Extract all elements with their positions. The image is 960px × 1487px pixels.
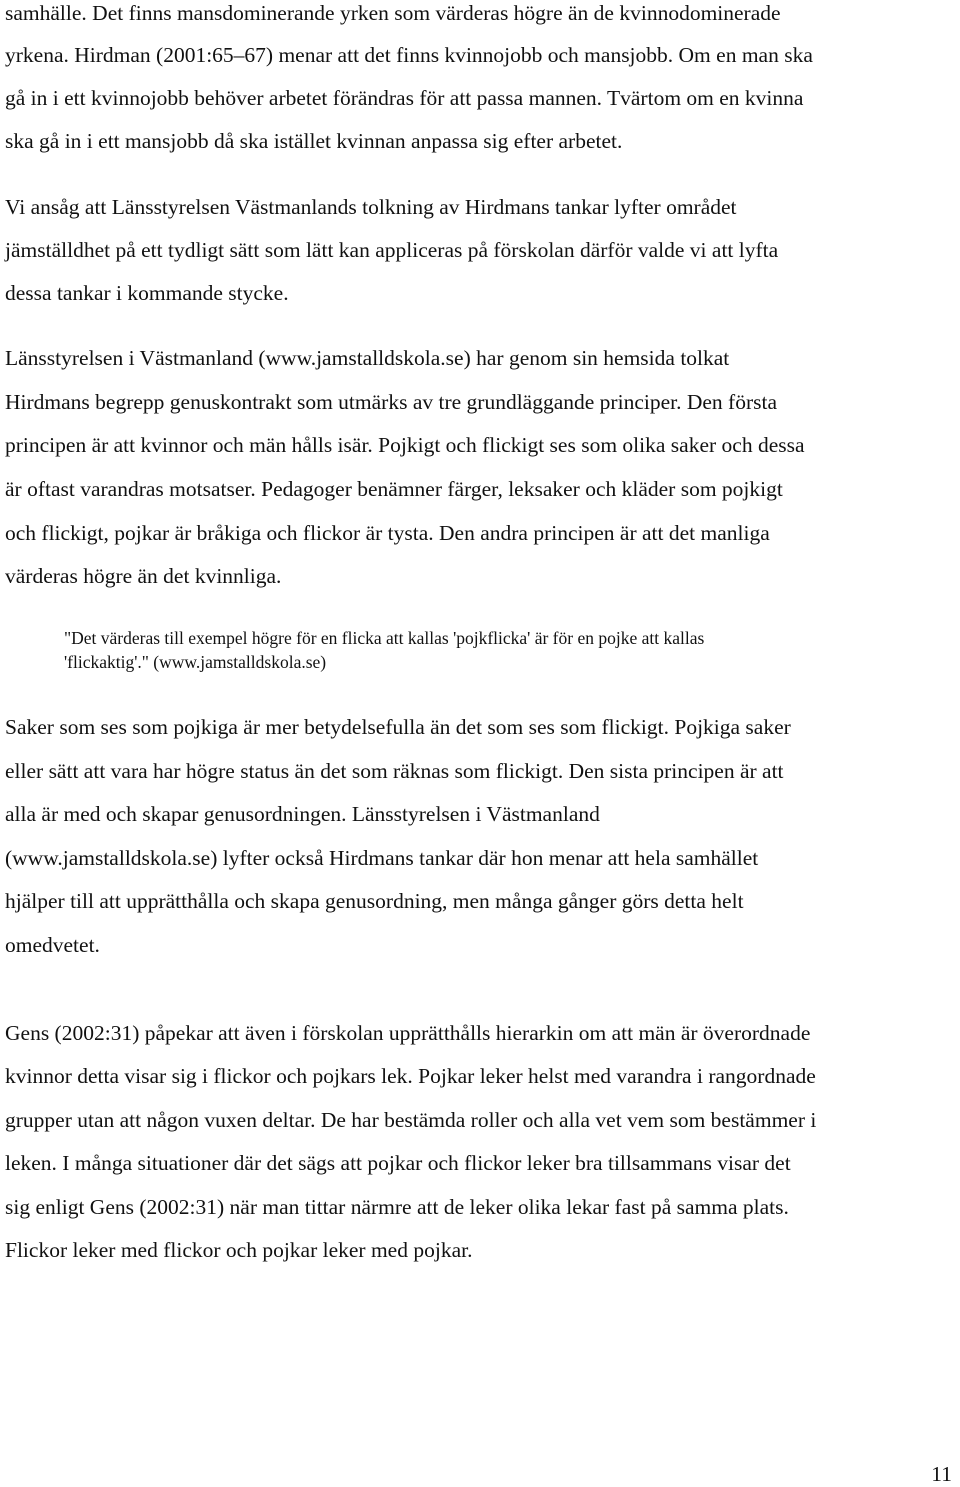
paragraph-4-line-1: Saker som ses som pojkiga är mer betydelsefulla än det som ses som flickigt. Pojkiga saker: [5, 715, 791, 739]
paragraph-4-line-6: omedvetet.: [5, 933, 100, 957]
paragraph-5-line-3: grupper utan att någon vuxen deltar. De har bestämda roller och alla vet vem som bestämmer i: [5, 1108, 817, 1132]
paragraph-4-line-2: eller sätt att vara har högre status än det som räknas som flickigt. Den sista principen är att: [5, 759, 784, 783]
paragraph-2-line-1: Vi ansåg att Länsstyrelsen Västmanlands tolkning av Hirdmans tankar lyfter området: [5, 195, 737, 219]
paragraph-2-line-3: dessa tankar i kommande stycke.: [5, 281, 289, 305]
paragraph-3-line-3: principen är att kvinnor och män hålls isär. Pojkigt och flickigt ses som olika saker och dessa: [5, 433, 805, 457]
quote-line-2: 'flickaktig'." (www.jamstalldskola.se): [64, 652, 327, 672]
paragraph-3-line-1: Länsstyrelsen i Västmanland (www.jamstalldskola.se) har genom sin hemsida tolkat: [5, 346, 730, 370]
paragraph-4-line-3: alla är med och skapar genusordningen. Länsstyrelsen i Västmanland: [5, 802, 600, 826]
paragraph-3-line-4: är oftast varandras motsatser. Pedagoger benämner färger, leksaker och kläder som pojkigt: [5, 477, 783, 501]
paragraph-3-line-2: Hirdmans begrepp genuskontrakt som utmärks av tre grundläggande principer. Den första: [5, 390, 777, 414]
paragraph-1-line-1: samhälle. Det finns mansdominerande yrken som värderas högre än de kvinnodominerade: [5, 1, 781, 25]
paragraph-4-line-5: hjälper till att upprätthålla och skapa genusordning, men många gånger görs detta helt: [5, 889, 744, 913]
paragraph-1-line-3: gå in i ett kvinnojobb behöver arbetet förändras för att passa mannen. Tvärtom om en kvinna: [5, 86, 804, 110]
paragraph-1-line-2: yrkena. Hirdman (2001:65–67) menar att det finns kvinnojobb och mansjobb. Om en man ska: [5, 43, 813, 67]
paragraph-5-line-4: leken. I många situationer där det sägs att pojkar och flickor leker bra tillsammans visar det: [5, 1151, 791, 1175]
paragraph-5-line-2: kvinnor detta visar sig i flickor och pojkars lek. Pojkar leker helst med varandra i rangordnade: [5, 1064, 816, 1088]
paragraph-3-line-5: och flickigt, pojkar är bråkiga och flickor är tysta. Den andra principen är att det manliga: [5, 521, 770, 545]
quote-line-1: "Det värderas till exempel högre för en flicka att kallas 'pojkflicka' är för en pojke att kallas: [64, 628, 705, 648]
paragraph-5-line-6: Flickor leker med flickor och pojkar leker med pojkar.: [5, 1238, 473, 1262]
paragraph-2-line-2: jämställdhet på ett tydligt sätt som lätt kan appliceras på förskolan därför valde vi att lyfta: [5, 238, 779, 262]
paragraph-5-line-5: sig enligt Gens (2002:31) när man tittar närmre att de leker olika lekar fast på samma plats.: [5, 1195, 789, 1219]
page-number: 11: [931, 1462, 952, 1486]
paragraph-3-line-6: värderas högre än det kvinnliga.: [5, 564, 282, 588]
paragraph-5-line-1: Gens (2002:31) påpekar att även i förskolan upprätthålls hierarkin om att män är överordnade: [5, 1021, 811, 1045]
paragraph-4-line-4: (www.jamstalldskola.se) lyfter också Hirdmans tankar där hon menar att hela samhället: [5, 846, 759, 870]
paragraph-1-line-4: ska gå in i ett mansjobb då ska istället kvinnan anpassa sig efter arbetet.: [5, 129, 623, 153]
